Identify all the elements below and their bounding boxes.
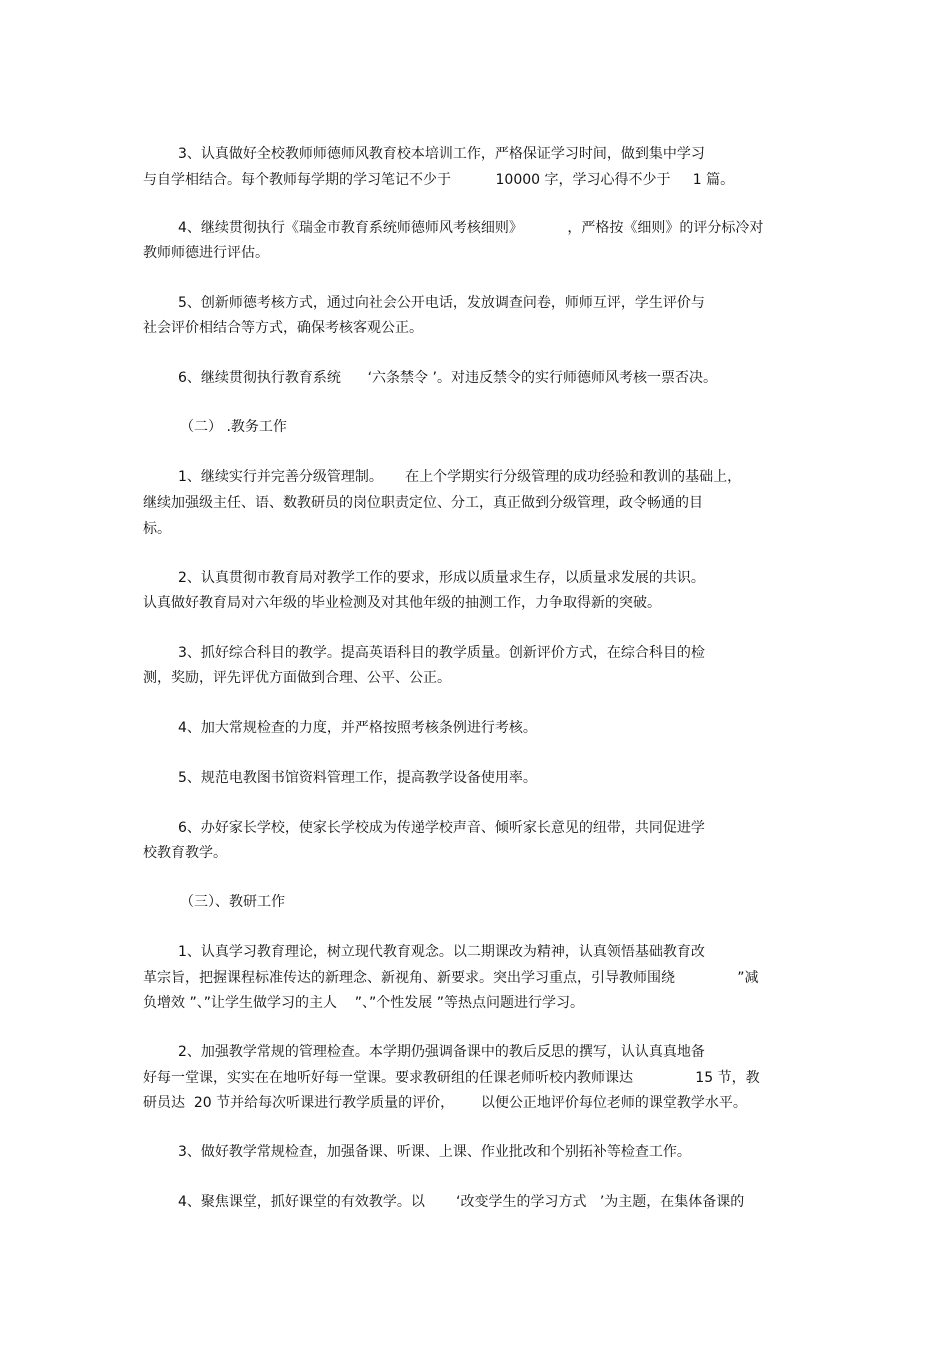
text-line: 6、办好家长学校，使家长学校成为传递学校声音、倾听家长意见的纽带，共同促进学 (178, 820, 705, 836)
text-line: 负增效 ”、”让学生做学习的主人 ”、”个性发展 ”等热点问题进行学习。 (143, 995, 584, 1011)
text-line: 社会评价相结合等方式，确保考核客观公正。 (143, 320, 423, 336)
text-line: 教师师德进行评估。 (143, 245, 269, 261)
text-line: 4、加大常规检查的力度，并严格按照考核条例进行考核。 (178, 720, 537, 736)
text-line: 5、规范电教图书馆资料管理工作，提高教学设备使用率。 (178, 770, 537, 786)
text-line: 继续加强级主任、语、数教研员的岗位职责定位、分工，真正做到分级管理，政令畅通的目 (143, 495, 703, 511)
text-line: 好每一堂课，实实在在地听好每一堂课。要求教研组的任课老师听校内教师课达 15 节，教 (143, 1070, 760, 1086)
text-line: 革宗旨，把握课程标准传达的新理念、新视角、新要求。突出学习重点，引导教师围绕 ”减 (143, 970, 759, 986)
text-line: 标。 (143, 521, 171, 537)
text-line: 认真做好教育局对六年级的毕业检测及对其他年级的抽测工作，力争取得新的突破。 (143, 595, 661, 611)
text-line: 5、创新师德考核方式，通过向社会公开电话，发放调查问卷，师师互评，学生评价与 (178, 295, 705, 311)
text-line: 校教育教学。 (143, 845, 227, 861)
text-line: 与自学相结合。每个教师每学期的学习笔记不少于 10000 字，学习心得不少于 1 篇。 (143, 172, 735, 188)
text-line: 研员达 20 节并给每次听课进行教学质量的评价， 以便公正地评价每位老师的课堂教学水平。 (143, 1095, 747, 1111)
text-line: 1、继续实行并完善分级管理制。 在上个学期实行分级管理的成功经验和教训的基础上， (178, 469, 742, 485)
text-line: 2、认真贯彻市教育局对教学工作的要求，形成以质量求生存，以质量求发展的共识。 (178, 570, 705, 586)
text-line: 测，奖励，评先评优方面做到合理、公平、公正。 (143, 670, 451, 686)
text-line: 1、认真学习教育理论，树立现代教育观念。以二期课改为精神，认真领悟基础教育改 (178, 944, 705, 960)
heading-text: （三）、教研工作 (180, 894, 285, 910)
text-line: 3、认真做好全校教师师德师风教育校本培训工作，严格保证学习时间，做到集中学习 (178, 146, 705, 162)
heading-text: （二） .教务工作 (180, 419, 287, 435)
text-line: 6、继续贯彻执行教育系统 ‘六条禁令 ’。对违反禁令的实行师德师风考核一票否决。 (178, 370, 717, 386)
text-line: 2、加强教学常规的管理检查。本学期仍强调备课中的教后反思的撰写，认认真真地备 (178, 1044, 705, 1060)
text-line: 3、做好教学常规检查，加强备课、听课、上课、作业批改和个别拓补等检查工作。 (178, 1144, 691, 1160)
text-line: 4、聚焦课堂，抓好课堂的有效教学。以 ‘改变学生的学习方式 ’为主题，在集体备课的 (178, 1194, 745, 1210)
text-line: 3、抓好综合科目的教学。提高英语科目的教学质量。创新评价方式，在综合科目的检 (178, 645, 705, 661)
text-line: 4、继续贯彻执行《瑞金市教育系统师德师风考核细则》 ，严格按《细则》的评分标冷对 (178, 220, 764, 236)
